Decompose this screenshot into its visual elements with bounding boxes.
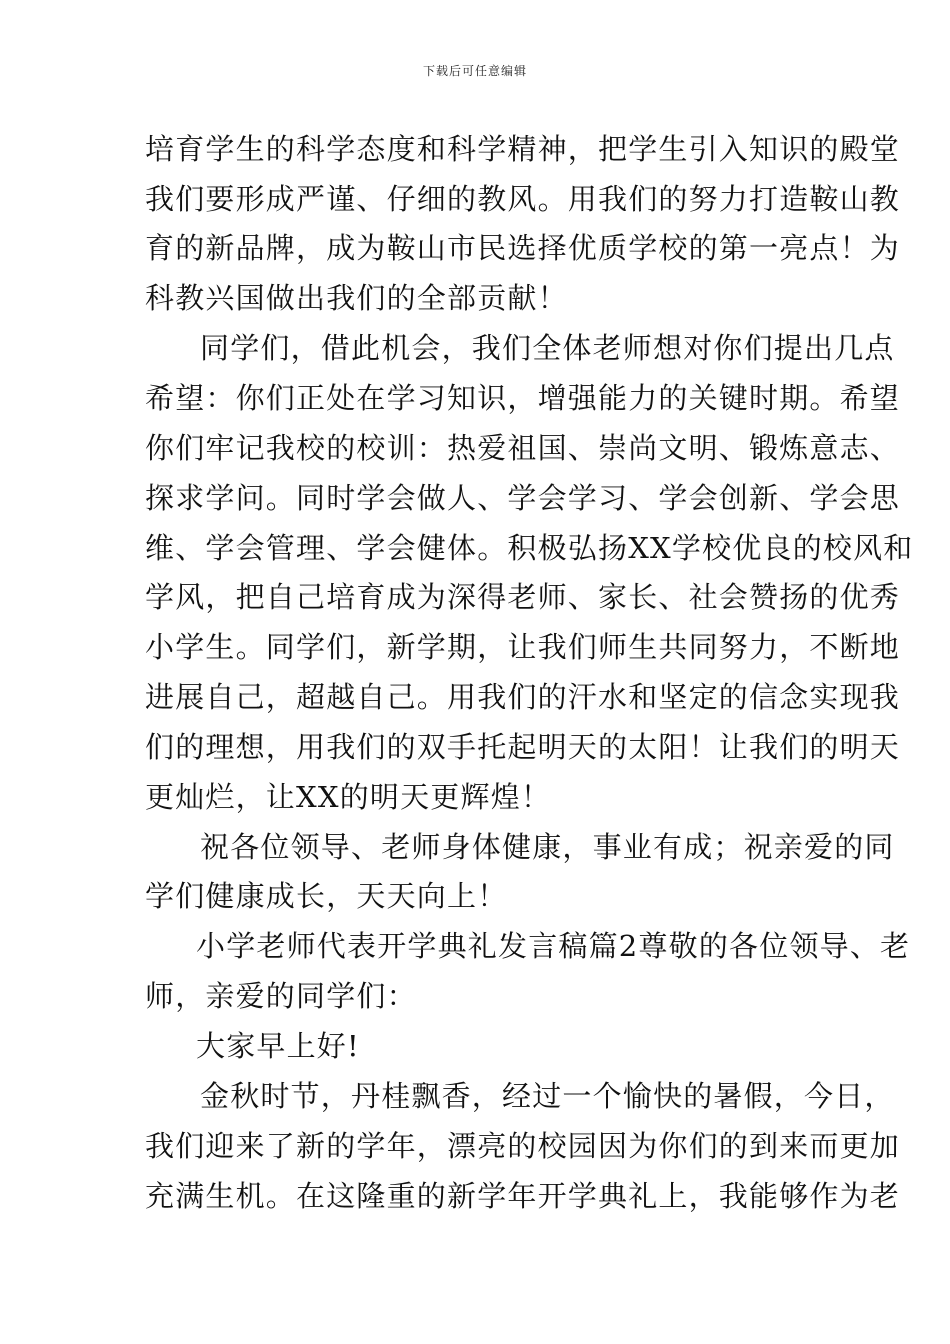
body-line: 学们健康成长，天天向上！ (145, 879, 508, 913)
body-line: 科教兴国做出我们的全部贡献！ (145, 281, 568, 315)
body-line: 更灿烂，让XX的明天更辉煌！ (145, 780, 552, 814)
body-line: 我们要形成严谨、仔细的教风。用我们的努力打造鞍山教 (145, 182, 901, 216)
body-line: 祝各位领导、老师身体健康，事业有成；祝亲爱的同 (200, 830, 895, 864)
body-line: 充满生机。在这隆重的新学年开学典礼上，我能够作为老 (145, 1179, 901, 1213)
body-line: 我们迎来了新的学年，漂亮的校园因为你们的到来而更加 (145, 1129, 901, 1163)
body-line: 金秋时节，丹桂飘香，经过一个愉快的暑假，今日， (200, 1079, 895, 1113)
body-line: 学风，把自己培育成为深得老师、家长、社会赞扬的优秀 (145, 580, 901, 614)
body-line: 大家早上好! (196, 1029, 360, 1063)
body-line: 同学们，借此机会，我们全体老师想对你们提出几点 (200, 331, 895, 365)
body-line: 师，亲爱的同学们： (145, 979, 417, 1013)
body-line: 探求学问。同时学会做人、学会学习、学会创新、学会思 (145, 481, 901, 515)
page-header: 下载后可任意编辑 (422, 64, 527, 78)
body-line: 育的新品牌，成为鞍山市民选择优质学校的第一亮点！为 (145, 231, 901, 265)
body-line: 维、学会管理、学会健体。积极弘扬XX学校优良的校风和 (145, 531, 914, 565)
body-line: 进展自己，超越自己。用我们的汗水和坚定的信念实现我 (145, 680, 901, 714)
body-line: 希望：你们正处在学习知识，增强能力的关键时期。希望 (145, 381, 901, 415)
body-line: 们的理想，用我们的双手托起明天的太阳！让我们的明天 (145, 730, 901, 764)
body-line: 培育学生的科学态度和科学精神，把学生引入知识的殿堂 (145, 132, 901, 166)
body-line: 小学生。同学们，新学期，让我们师生共同努力，不断地 (145, 630, 901, 664)
body-line: 小学老师代表开学典礼发言稿篇2尊敬的各位领导、老 (196, 929, 911, 963)
body-line: 你们牢记我校的校训：热爱祖国、崇尚文明、锻炼意志、 (145, 431, 901, 465)
